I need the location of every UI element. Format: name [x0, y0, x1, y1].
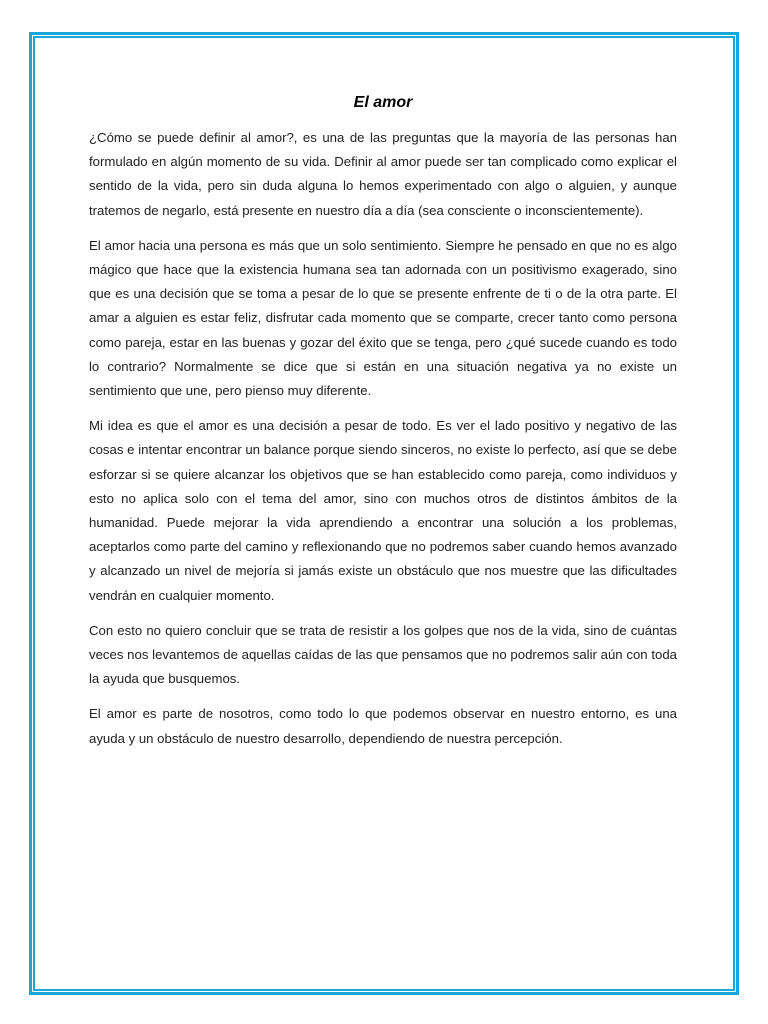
- document-title: El amor: [353, 94, 413, 111]
- paragraph-1: ¿Cómo se puede definir al amor?, es una de las preguntas que la mayoría de las personas han formulado en algún momento de su vida. Definir al amor puede ser tan complicado como explicar el sentido de la vida, pero sin duda alguna lo hemos experimentado con algo o alguien, y aunque tratemos de negarlo, está presente en nuestro día a día (sea consciente o inconscientemente).: [89, 130, 677, 218]
- document-body: [89, 92, 677, 762]
- paragraph-4: Con esto no quiero concluir que se trata de resistir a los golpes que nos de la vida, sino de cuántas veces nos levantemos de aquellas caídas de las que pensamos que no podremos salir aún con toda la ayuda que busquemos.: [89, 622, 677, 687]
- paragraph-2: El amor hacia una persona es más que un solo sentimiento. Siempre he pensado en que no es algo mágico que hace que la existencia humana sea tan adornada con un positivismo exagerado, sino que es una decisión que se toma a pesar de lo que se presente enfrente de ti o de la otra parte. El amar a alguien es estar feliz, disfrutar cada momento que se comparte, crecer tanto como persona como pareja, estar en las buenas y gozar del éxito que se tenga, pero ¿qué sucede cuando es todo lo contrario? Normalmente se dice que si están en una situación negativa ya no existe un sentimiento que une, pero pienso muy diferente.: [89, 237, 677, 399]
- paragraph-3: Mi idea es que el amor es una decisión a pesar de todo. Es ver el lado positivo y negativo de las cosas e intentar encontrar un balance porque siendo sinceros, no existe lo perfecto, así que se debe esforzar si se quiere alcanzar los objetivos que se han establecido como pareja, como individuos y esto no aplica solo con el tema del amor, sino con muchos otros de distintos ámbitos de la humanidad. Puede mejorar la vida aprendiendo a encontrar una solución a los problemas, aceptarlos como parte del camino y reflexionando que no podremos saber cuando hemos avanzado y alcanzado un nivel de mejoría si jamás existe un obstáculo que nos muestre que las dificultades vendrán en cualquier momento.: [89, 418, 677, 603]
- paragraph-5: El amor es parte de nosotros, como todo lo que podemos observar en nuestro entorno, es una ayuda y un obstáculo de nuestro desarrollo, dependiendo de nuestra percepción.: [89, 706, 677, 746]
